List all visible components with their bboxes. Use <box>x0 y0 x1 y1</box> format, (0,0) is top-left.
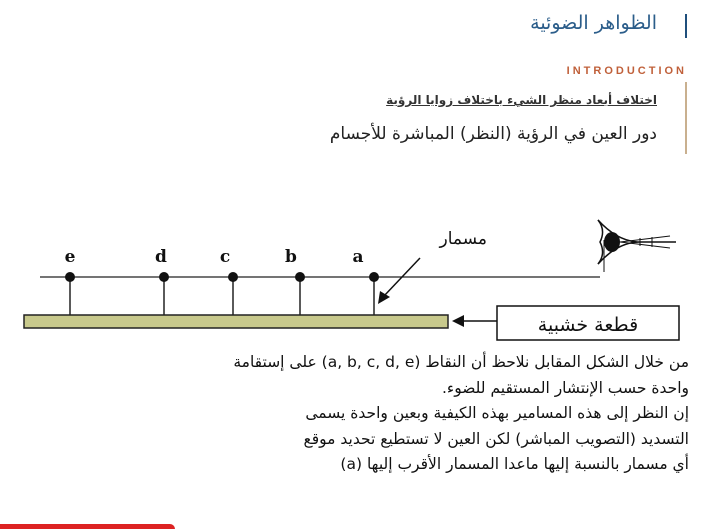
intro-heading: اختلاف أبعاد منظر الشيء باختلاف زوايا الرؤية <box>386 93 657 107</box>
label-d: d <box>155 247 167 267</box>
label-a: a <box>352 247 364 267</box>
nail-a <box>369 272 379 315</box>
body-line-2: واحدة حسب الإنتشار المستقيم للضوء. <box>442 378 689 397</box>
body-line-4: التسديد (التصويب المباشر) لكن العين لا تستطيع تحديد موقع <box>303 429 689 448</box>
wooden-board <box>24 315 448 328</box>
nail-c <box>228 272 238 315</box>
nails-diagram <box>0 200 701 345</box>
label-c: c <box>219 247 231 267</box>
page-title: الظواهر الضوئية <box>530 12 657 34</box>
body-line-1: من خلال الشكل المقابل نلاحظ أن النقاط (a, b, c, d, e) على إستقامة <box>233 353 689 371</box>
nail-label: مسمار <box>439 229 487 249</box>
label-e: e <box>64 247 76 267</box>
board-arrow-head <box>452 315 464 327</box>
nail-b <box>295 272 305 315</box>
nail-d <box>159 272 169 315</box>
intro-text: دور العين في الرؤية (النظر) المباشرة للأجسام <box>329 124 657 144</box>
nail-arrow-head <box>378 291 390 304</box>
label-b: b <box>285 247 297 267</box>
board-label: قطعة خشبية <box>537 314 639 336</box>
bottom-accent-bar <box>0 524 175 529</box>
header-accent-bar <box>685 14 687 38</box>
body-line-3: إن النظر إلى هذه المسامير بهذه الكيفية وبعين واحدة يسمى <box>305 404 689 422</box>
section-label: INTRODUCTION <box>566 65 687 77</box>
eye-icon <box>598 220 676 272</box>
nail-e <box>65 272 75 315</box>
body-paragraph <box>9 350 689 478</box>
body-line-5: أي مسمار بالنسبة إليها ماعدا المسمار الأقرب إليها (a) <box>340 455 689 473</box>
